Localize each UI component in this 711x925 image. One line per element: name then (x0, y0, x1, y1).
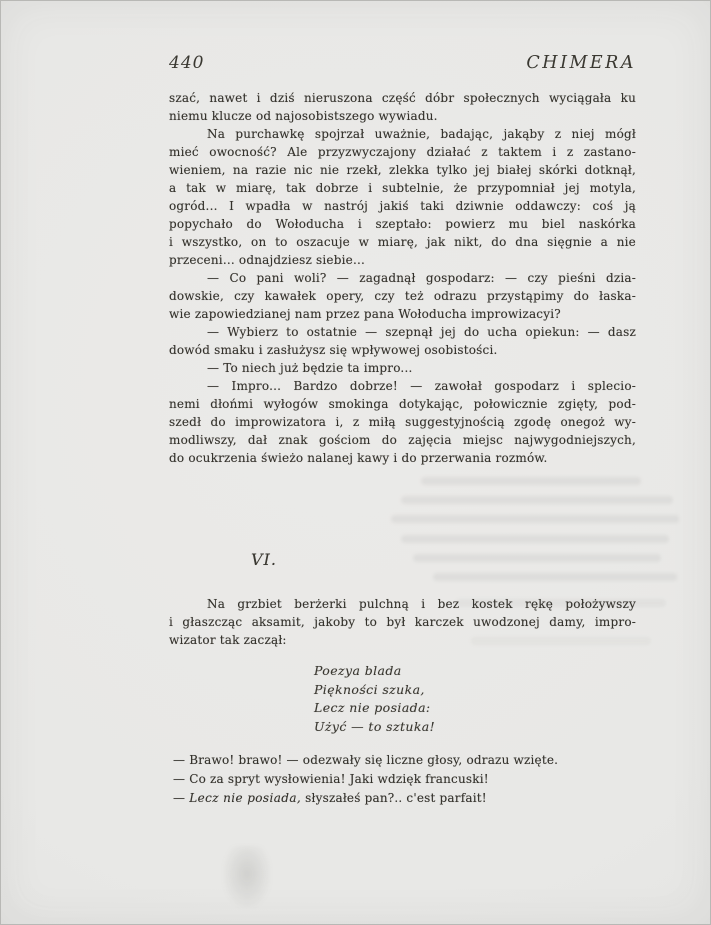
text-line: szedł do improwizatora i, z miłą suggestyjnością zgodę onegoż wy- (169, 415, 636, 429)
paragraph (169, 377, 636, 467)
paragraph (169, 359, 636, 377)
bleedthrough-ghost-line (471, 637, 651, 645)
bleedthrough-ghost-line (391, 515, 679, 523)
text-line: — Impro... Bardzo dobrze! — zawołał gospodarz i splecio- (207, 379, 636, 393)
poem-line: Piękności szuka, (314, 681, 425, 697)
dialogue-text: — Brawo! brawo! — odezwały się liczne głosy, odrazu wzięte. (173, 753, 559, 767)
text-line: dowskie, czy kawałek opery, czy też odrazu przystąpimy do łaska- (169, 289, 636, 303)
text-line: a tak w miarę, tak dobrze i subtelnie, że przypomniał jej motyla, (169, 181, 636, 195)
bleedthrough-ghost-line (456, 599, 666, 607)
poem-line: Użyć — to sztuka! (314, 718, 436, 734)
text-line: niemu klucze od najosobistszego wywiadu. (169, 109, 438, 123)
body-text (169, 89, 636, 467)
poem-line: Lecz nie posiada: (314, 700, 431, 715)
text-line: wizator tak zaczął: (169, 633, 287, 647)
text-line: — Wybierz to ostatnie — szepnął jej do ucha opiekun: — dasz (207, 325, 636, 339)
bleedthrough-ghost-line (401, 535, 669, 543)
bleedthrough-ghost-line (433, 573, 677, 581)
text-line: mieć owocność? Ale przyzwyczajony działać z taktem i z zastano- (169, 145, 636, 159)
paragraph (169, 269, 636, 323)
bleedthrough-ghost-line (421, 477, 641, 485)
text-line: modliwszy, dał znak gościom do zajęcia miejsc najwygodniejszych, (169, 433, 636, 447)
dialogue-text: słyszałeś pan?.. c'est parfait! (301, 791, 487, 805)
text-line: — Co pani woli? — zagadnął gospodarz: — czy pieśni dzia- (207, 271, 636, 285)
text-line: nemi dłońmi wyłogów smokinga dotykając, połowicznie zgięty, pod- (169, 397, 636, 411)
section-heading: VI. (251, 550, 277, 569)
journal-title: CHIMERA (526, 53, 636, 73)
italic-quote: Lecz nie posiada, (189, 791, 302, 805)
bleedthrough-ghost-line (413, 554, 661, 562)
text-line: wieniem, na razie nic nie rzekł, zlekka tylko jej białej skórki dotknął, (169, 163, 636, 177)
text-line: popychało do Wołoducha i szeptało: powierz mu biel naskórka (169, 217, 636, 231)
paragraph (169, 89, 636, 125)
dialogue-text: — Co za spryt wysłowienia! Jaki wdzięk francuski! (173, 772, 489, 786)
text-line: — To niech już będzie ta impro... (207, 361, 413, 375)
dialogue-line (173, 770, 636, 789)
text-line: szać, nawet i dziś nieruszona część dóbr społecznych wyciągała ku (169, 91, 636, 105)
text-line: ogród... I wpadła w nastrój jakiś taki dziwnie oddawczy: coś ją (169, 199, 636, 213)
text-line: i wszystko, on to oszacuje w miarę, jak nikt, do dna sięgnie a nie (169, 235, 636, 249)
running-header (169, 53, 636, 73)
text-line: wie zapowiedzianej nam przez pana Wołoducha improwizacyi? (169, 307, 561, 321)
dialogue-text: — (173, 791, 190, 805)
bleedthrough-ghost-line (401, 496, 673, 504)
text-line: przeceni... odnajdziesz siebie... (169, 253, 365, 267)
ink-smudge (223, 846, 271, 908)
paragraph (169, 323, 636, 359)
page-number: 440 (169, 53, 205, 73)
poem-line: Poezya blada (314, 663, 402, 678)
text-line: Na purchawkę spojrzał uważnie, badając, jakąby z niej mógł (207, 127, 636, 141)
text-line: Na grzbiet berżerki pulchną i bez kostek rękę położywszy (207, 597, 636, 611)
text-line: i głaszcząc aksamit, jakoby to był karczek uwodzonej damy, impro- (169, 615, 636, 629)
text-line: dowód smaku i zasłużysz się wpływowej osobistości. (169, 343, 498, 357)
text-line: do ocukrzenia świeżo nalanej kawy i do przerwania rozmów. (169, 451, 548, 465)
dialogue-line (173, 751, 636, 770)
dialogue (173, 751, 636, 808)
dialogue-line (173, 789, 636, 808)
poem (314, 662, 435, 736)
paragraph (169, 125, 636, 269)
